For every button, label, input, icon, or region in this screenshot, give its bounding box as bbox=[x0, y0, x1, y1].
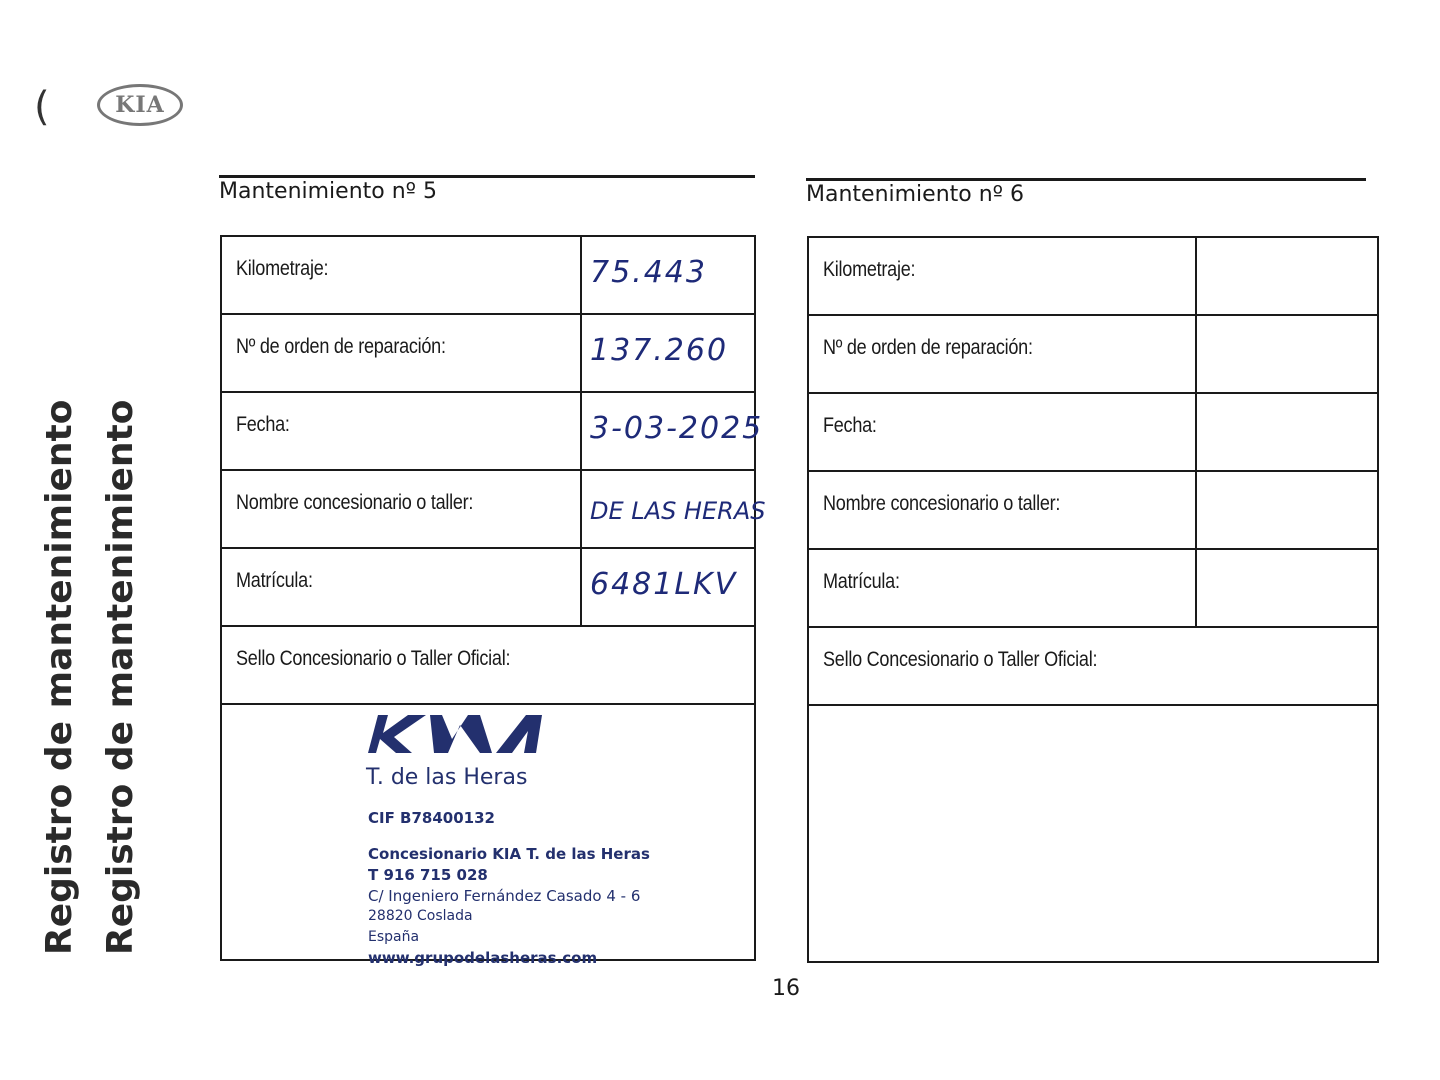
kia-stamp-logo bbox=[364, 709, 548, 759]
kia-oval-logo bbox=[97, 84, 183, 126]
column-divider bbox=[580, 471, 582, 547]
heading-rule bbox=[806, 178, 1366, 181]
field-label: Nº de orden de reparación: bbox=[236, 335, 446, 358]
stamp-web: www.grupodelasheras.com bbox=[368, 949, 598, 967]
stamp-label: Sello Concesionario o Taller Oficial: bbox=[236, 647, 511, 670]
field-row-fecha bbox=[809, 394, 1377, 472]
field-row-kilometraje bbox=[809, 238, 1377, 316]
maintenance-5-form bbox=[220, 235, 766, 967]
column-divider bbox=[1195, 472, 1197, 548]
field-label: Kilometraje: bbox=[823, 258, 916, 281]
side-title-shadow: Registro de mantenimiento bbox=[39, 399, 80, 955]
field-label: Matrícula: bbox=[823, 570, 900, 593]
kia-oval-logo-text: KIA bbox=[115, 92, 165, 118]
column-divider bbox=[1195, 238, 1197, 314]
field-label: Fecha: bbox=[823, 414, 877, 437]
field-value-kilometraje[interactable]: 75.443 bbox=[590, 255, 707, 290]
field-row-fecha bbox=[222, 393, 764, 471]
page-number: 16 bbox=[772, 976, 800, 1001]
stamp-dealer-name: T. de las Heras bbox=[366, 765, 528, 790]
field-label: Nombre concesionario o taller: bbox=[236, 491, 474, 514]
column-divider bbox=[1195, 394, 1197, 470]
stamp-cp-ciudad: 28820 Coslada bbox=[368, 908, 473, 924]
heading-rule bbox=[219, 175, 755, 178]
stamp-direccion: C/ Ingeniero Fernández Casado 4 - 6 bbox=[368, 887, 641, 905]
column-divider bbox=[580, 315, 582, 391]
field-value-orden[interactable]: 137.260 bbox=[590, 333, 729, 368]
field-value-matricula[interactable]: 6481LKV bbox=[590, 567, 738, 602]
stamp-pais: España bbox=[368, 929, 420, 945]
maintenance-6-title: Mantenimiento nº 6 bbox=[806, 182, 1025, 207]
field-label: Matrícula: bbox=[236, 569, 313, 592]
page-edge-mark: ( bbox=[34, 84, 50, 130]
stamp-label: Sello Concesionario o Taller Oficial: bbox=[823, 648, 1098, 671]
field-value-concesionario[interactable]: DE LAS HERAS bbox=[590, 497, 766, 525]
stamp-telefono: T 916 715 028 bbox=[368, 866, 488, 884]
field-row-orden bbox=[222, 315, 754, 393]
column-divider bbox=[1195, 316, 1197, 392]
field-row-matricula bbox=[222, 549, 754, 627]
field-label: Kilometraje: bbox=[236, 257, 329, 280]
field-row-matricula bbox=[809, 550, 1377, 628]
side-title: Registro de mantenimiento bbox=[100, 399, 141, 955]
stamp-label-row bbox=[222, 627, 754, 705]
field-row-concesionario bbox=[222, 471, 766, 549]
field-value-fecha[interactable]: 3-03-2025 bbox=[590, 411, 764, 446]
maintenance-5-title: Mantenimiento nº 5 bbox=[219, 179, 438, 204]
stamp-cif: CIF B78400132 bbox=[368, 809, 495, 827]
field-row-kilometraje bbox=[222, 237, 754, 315]
field-label: Nombre concesionario o taller: bbox=[823, 492, 1061, 515]
field-label: Fecha: bbox=[236, 413, 290, 436]
column-divider bbox=[1195, 550, 1197, 626]
maintenance-6-form bbox=[807, 236, 1379, 963]
column-divider bbox=[580, 237, 582, 313]
field-row-concesionario bbox=[809, 472, 1377, 550]
field-label: Nº de orden de reparación: bbox=[823, 336, 1033, 359]
stamp-label-row bbox=[809, 628, 1377, 706]
column-divider bbox=[580, 393, 582, 469]
stamp-concesionario: Concesionario KIA T. de las Heras bbox=[368, 845, 650, 863]
column-divider bbox=[580, 549, 582, 625]
field-row-orden bbox=[809, 316, 1377, 394]
